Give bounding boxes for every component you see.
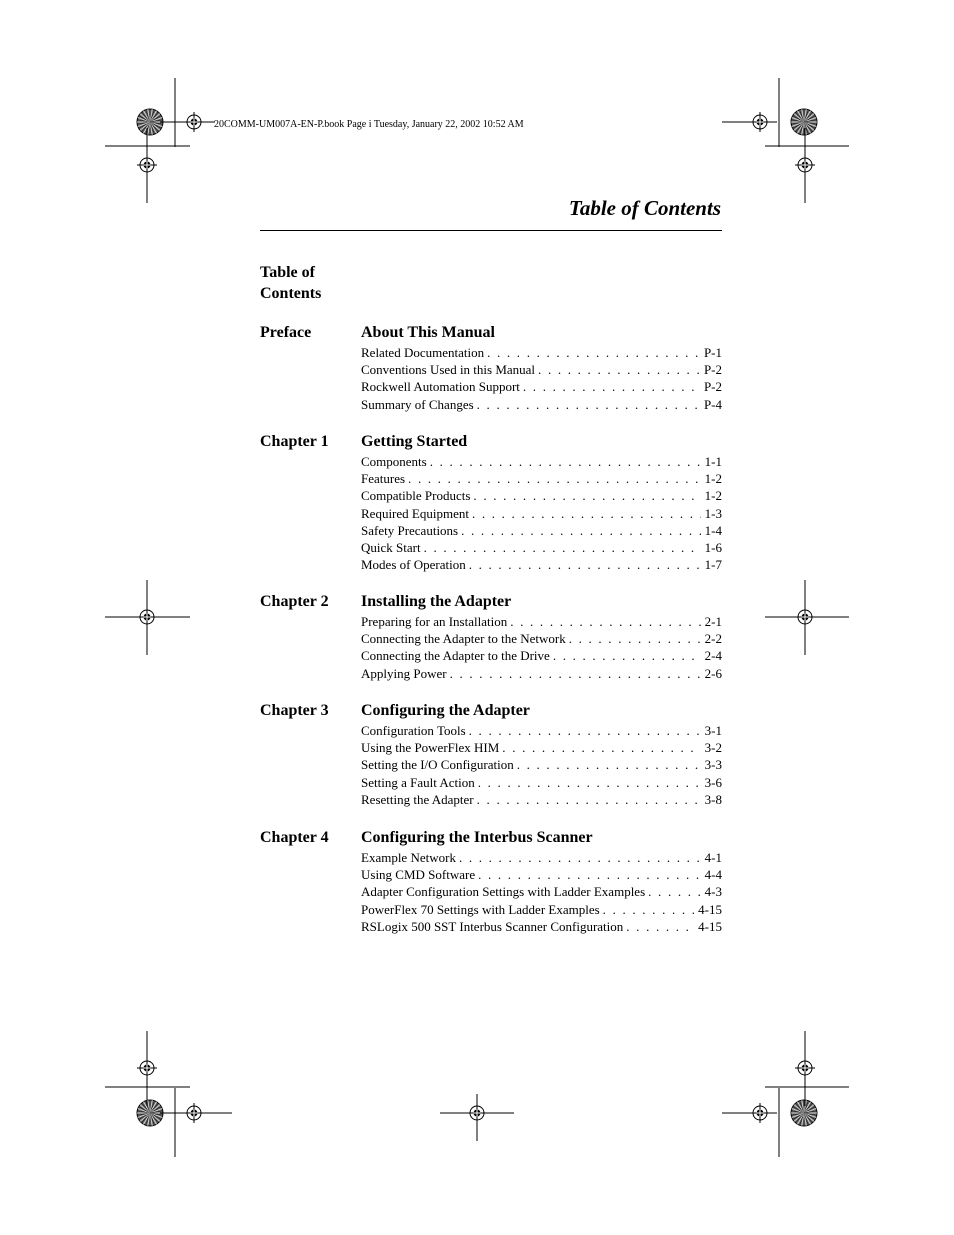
toc-entry[interactable] [361,756,722,773]
starburst-mark-icon [137,109,163,135]
page-title: Table of Contents [568,196,721,220]
toc-entry[interactable] [361,722,722,739]
starburst-mark-icon [137,1100,163,1126]
toc-entry-page: 1-1 [704,454,722,469]
toc-entry-page: 1-2 [704,471,722,487]
toc-entry-label: Required Equipment [361,505,469,521]
dot-leader [487,344,700,361]
dot-leader [603,901,694,918]
toc-entry[interactable] [361,361,722,378]
toc-entry-label: Using CMD Software [361,867,476,883]
dot-leader [569,630,701,647]
toc-entry-page: 4-15 [698,901,722,917]
toc-entry-page: 2-1 [704,614,722,629]
toc-entry[interactable] [361,470,722,487]
registration-mark-icon [795,607,815,627]
toc-entry[interactable] [361,613,722,630]
toc-entry[interactable] [361,522,722,539]
toc-entry-page: 1-2 [704,488,722,504]
section-title: Configuring the Interbus Scanner [361,829,593,846]
toc-entry-page: 1-4 [704,522,722,538]
toc-entry-page: 3-2 [704,740,722,756]
toc-entry-page: 2-2 [704,631,722,647]
toc-entry-page: 4-3 [704,884,722,900]
dot-leader [478,866,701,883]
toc-entry[interactable] [361,344,722,361]
toc-entry[interactable] [361,774,722,791]
toc-entry-label: RSLogix 500 SST Interbus Scanner Configuration [361,918,624,934]
toc-entry-label: Summary of Changes [361,396,474,412]
toc-entry-page: P-4 [703,396,722,412]
toc-entry-page: 3-6 [704,774,722,790]
dot-leader [430,453,701,470]
registration-mark-icon [184,1103,204,1123]
toc-entry-label: Compatible Products [361,488,471,504]
toc-entry-list [361,722,722,808]
toc-entry-label: Features [361,471,406,487]
section-label: Chapter 4 [260,829,329,846]
toc-entry-page: P-2 [703,379,722,395]
toc-entry-label: PowerFlex 70 Settings with Ladder Examples [361,901,600,917]
toc-entry-page: 4-1 [704,850,722,865]
dot-leader [469,556,701,573]
dot-leader [459,849,701,866]
toc-entry-page: 4-4 [704,867,722,883]
toc-entry[interactable] [361,396,722,413]
toc-entry-page: 2-4 [704,648,722,664]
dot-leader [477,396,700,413]
dot-leader [408,470,701,487]
toc-entry-label: Related Documentation [361,345,485,360]
section-label: Preface [260,324,312,341]
registration-mark-icon [467,1103,487,1123]
toc-entry-page: 4-15 [698,918,722,934]
toc-entry-list [361,849,722,935]
toc-entry[interactable] [361,647,722,664]
toc-entry[interactable] [361,901,722,918]
toc-entry[interactable] [361,918,722,935]
dot-leader [472,505,701,522]
toc-entry-label: Setting the I/O Configuration [361,757,514,773]
toc-entry-label: Setting a Fault Action [361,774,475,790]
title-rule [260,230,722,231]
section-title: About This Manual [361,324,495,341]
toc-entry[interactable] [361,556,722,573]
toc-entry-list [361,453,722,573]
toc-entry[interactable] [361,505,722,522]
section-label: Chapter 1 [260,433,329,450]
section-title: Getting Started [361,433,468,450]
dot-leader [648,883,701,900]
toc-entry[interactable] [361,630,722,647]
starburst-mark-icon [791,1100,817,1126]
dot-leader [538,361,700,378]
toc-heading: Table of Contents [260,264,322,302]
registration-mark-icon [795,155,815,175]
dot-leader [517,756,701,773]
dot-leader [626,918,694,935]
dot-leader [478,774,701,791]
dot-leader [424,539,701,556]
registration-mark-icon [137,1058,157,1078]
toc-entry[interactable] [361,883,722,900]
registration-mark-icon [750,1103,770,1123]
print-header: 20COMM-UM007A-EN-P.book Page i Tuesday, January 22, 2002 10:52 AM [214,119,524,130]
dot-leader [553,647,701,664]
toc-entry-label: Connecting the Adapter to the Network [361,631,566,647]
dot-leader [477,791,701,808]
dot-leader [510,613,700,630]
dot-leader [469,722,701,739]
registration-mark-icon [137,607,157,627]
toc-entry-page: P-2 [703,362,722,378]
toc-entry[interactable] [361,378,722,395]
toc-entry-page: 1-3 [704,505,722,521]
dot-leader [450,665,701,682]
toc-entry-label: Quick Start [361,539,421,555]
toc-entry-page: 3-3 [704,757,722,773]
toc-entry-label: Components [361,454,427,469]
toc-entry-label: Connecting the Adapter to the Drive [361,648,550,664]
section-label: Chapter 3 [260,702,329,719]
toc-entry-page: P-1 [703,345,722,360]
toc-entry[interactable] [361,453,722,470]
registration-mark-icon [750,112,770,132]
toc-entry-label: Rockwell Automation Support [361,379,520,395]
section-title: Installing the Adapter [361,593,512,610]
registration-mark-icon [137,155,157,175]
toc-entry-label: Safety Precautions [361,522,459,538]
toc-entry-label: Example Network [361,850,456,865]
registration-mark-icon [795,1058,815,1078]
toc-entry-page: 3-8 [704,791,722,807]
toc-entry-label: Modes of Operation [361,557,466,573]
section-title: Configuring the Adapter [361,702,530,719]
section-label: Chapter 2 [260,593,329,610]
dot-leader [461,522,701,539]
dot-leader [473,487,700,504]
starburst-mark-icon [791,109,817,135]
toc-entry-page: 2-6 [704,665,722,681]
toc-entry-label: Configuration Tools [361,723,466,738]
toc-entry-label: Adapter Configuration Settings with Ladder Examples [361,884,646,900]
toc-entry-label: Using the PowerFlex HIM [361,740,500,756]
toc-entry[interactable] [361,739,722,756]
toc-entry-list [361,613,722,682]
dot-leader [502,739,700,756]
toc-entry-list [361,344,722,413]
toc-entry-label: Resetting the Adapter [361,791,474,807]
toc-entry[interactable] [361,849,722,866]
toc-entry-page: 3-1 [704,723,722,738]
dot-leader [523,378,700,395]
toc-entry-page: 1-7 [704,557,722,573]
toc-entry-label: Applying Power [361,665,447,681]
toc-entry[interactable] [361,539,722,556]
toc-entry[interactable] [361,791,722,808]
toc-entry[interactable] [361,665,722,682]
toc-entry-label: Conventions Used in this Manual [361,362,536,378]
toc-entry-page: 1-6 [704,539,722,555]
toc-entry-label: Preparing for an Installation [361,614,508,629]
registration-mark-icon [184,112,204,132]
toc-entry[interactable] [361,487,722,504]
toc-entry[interactable] [361,866,722,883]
